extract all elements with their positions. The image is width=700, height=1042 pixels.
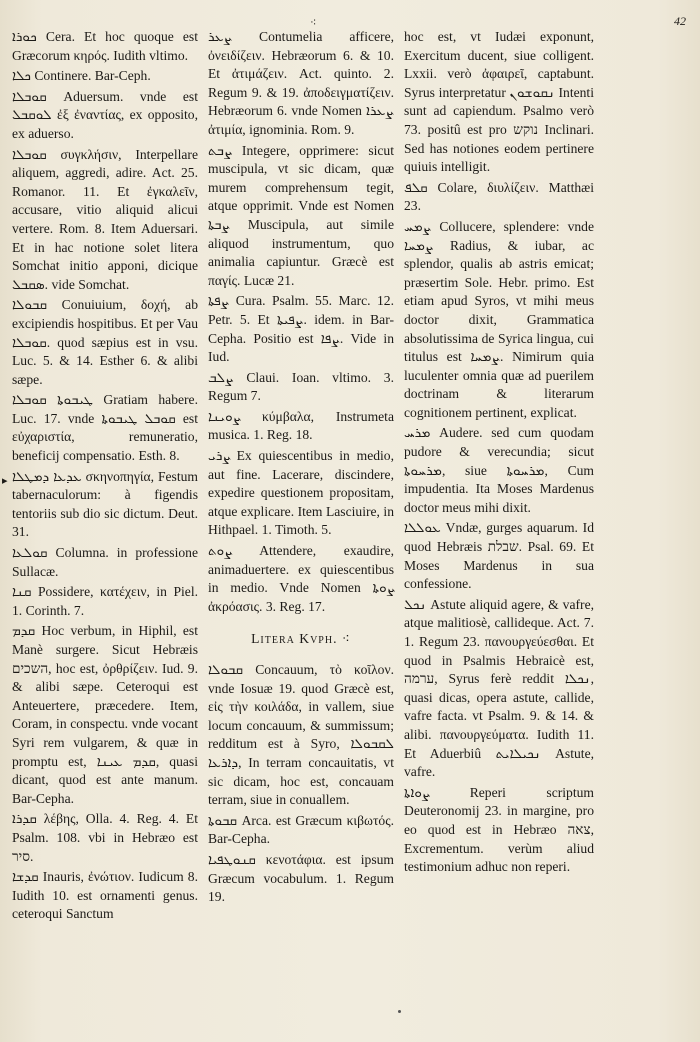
column-middle [208, 28, 394, 907]
entry: ܥܘܠܠܐ Vndæ, gurges aquarum. Id quod Hebræis שבלת. Psal. 69. Et Moses Mardenus in sua confessione. [404, 520, 594, 592]
entry: ܨܪܝ Ex quiescentibus in medio, aut fine. Lacerare, discindere, expedire questionem propositam, atque explicare. Item Lasciuire, in Hithpael. 1. Timoth. 5. [208, 448, 394, 538]
entry: ܨܘܝܢܐ κύμβαλα, Instrumeta musica. 1. Reg. 18. [208, 408, 394, 443]
page-number: 42 [674, 14, 686, 28]
section-heading: Litera Kvph. ⁖ [251, 631, 351, 647]
entry: ܩܘܒܠܐ συγκλήσιν, Interpellare aliquem, aggredi, adire. Act. 25. Romanor. 11. Et ἐγκαλεῖν, accusare, vitio aliquid alicui vertere. Rom. 8. Item Aduersari. Et in hac notione solet litera Somchat initio apponi, dicique ܣܩܒܠ. vide Somchat. [12, 146, 198, 292]
entry: ܩܠܦ Colare, διυλίζειν. Matthæi 23. [404, 179, 594, 214]
entry: ܡܪܚ Audere. sed cum quodam pudore & verecundia; sicut ܡܪܚܘܬܐ, siue ܡܪܚܘܬܐ, Cum impudentia. Ita Moses Mardenus doctor meus mihi dixit. [404, 425, 595, 515]
entry: ܩܒܘܠܐ Conuiuium, δοχή, ab excipiendis hospitibus. Et per Vau ܩܘܒܠܐ. quod sæpius est in vsu. Luc. 5. & 14. Esther 6. & alibi sæpe. [12, 297, 198, 387]
entry: ܩܢܐ Possidere, κατέχειν, in Piel. 1. Corinth. 7. [12, 584, 198, 618]
entry: ܩܒܘܠܐ Concauum, τὸ κοῖλον. vnde Iosuæ 19. quod Græcè est, εἰς τὴν κοιλάδα, in vallem, siue locum concauum, & summissum; redditum est à Syro, ܠܩܒܘܠܐ ܕܐܪܥܐ, In terram concauitatis, vt sic dicam, hoc est, concauam terram, siue in conuallem. [208, 662, 394, 808]
entry: ܩܕܫܐ Inauris, ἐνώτιον. Iudicum 8. Iudith 10. est ornamenti genus. ceteroqui Sanctum [12, 869, 198, 922]
entry: ܨܥܪ Contumelia afficere, ὀνειδίζειν. Hebræorum 6. & 10. Et ἀτιμάζειν. Act. quinto. 2. Regum 9. & 19. ἀποδειγματίζειν. Hebræorum 6. vnde Nomen ܨܥܪܐ ἀτιμία, ignominia. Rom. 9. [208, 29, 394, 137]
column-right [404, 28, 594, 879]
entry: ܛܝܒܘܬܐ ܩܘܒܠܐ Gratiam habere. Luc. 17. vnde ܩܘܒܠ ܛܝܒܘܬܐ est εὐχαριστία, remuneratio, beneficij compensatio. Esth. 8. [12, 392, 198, 464]
entry: ܩܢܘܛܦܝܐ κενοτάφια. est ipsum Græcum vocabulum. 1. Regum 19. [208, 851, 394, 905]
entry: ܩܕܡ Hoc verbum, in Hiphil, est Manè surgere. Sicut Hebræis השכים, hoc est, ὀρθρίζειν. Iud. 9. & alibi sæpe. Ceteroqui est Anteuertere, præcedere. Item, Coram, in conspectu. vnde vocant Syri rem vulgarem, & quæ in promptu est, ܩܕܡ ܥܝܢܐ, quasi dicant, quod est ante manum. Bar-Cepha. [12, 623, 198, 806]
margin-pointer: ▸ [2, 475, 8, 487]
running-head-ornament: ⁖ [310, 17, 317, 29]
entry: ܩܒܘܬܐ Arca. est Græcum κιβωτός. Bar-Cepha. [208, 812, 394, 847]
entry: ܢܟܠ Astute aliquid agere, & vafre, atque malitiosè, callideque. Act. 7. 1. Regum 23. πανουργεύεσθαι. Et quod in Psalmis Hebraicè est, ערמה, Syrus ferè reddit ܢܟܠܐ, quasi dicas, opera astute, callide, vafre facta. vt Psalm. 9. & 14. & alibi. πανουργεύματα. Iudith 11. Et Aduerbiû ܢܟܝܠܐܝܬ Astute, vafre. [404, 596, 595, 780]
entry: ܩܕܪܐ λέβης, Olla. 4. Reg. 4. Et Psalm. 108. vbi in Hebræo est סיר. [12, 811, 198, 864]
column-left [12, 28, 198, 926]
entry: ܨܡܚ Collucere, splendere: vnde ܨܡܚܐ Radius, & iubar, ac splendor, qualis ab astris emicat; præsertim Sole. Hebr. primo. Est etiam apud Syros, vt mihi meus doctor dixit, Grammatica absolutissima de Syrica lingua, cui titulus est ܨܡܚܐ. Nimirum quia luculenter omnia quæ ad puerilem doctrinam & literarum cognitionem pertinent, explicat. [404, 218, 594, 420]
entry: ܩܘܠܥܐ Columna. in professione Sullacæ. [12, 545, 198, 579]
entry: ܨܘܐܬܐ Reperi scriptum Deuteronomij 23. in margine, pro eo quod est in Hebræo צאה, Excrementum. verùm aliud testimonium adhuc non reperi. [404, 784, 594, 875]
entry: ܨܘܬ Attendere, exaudire, animaduertere. ex quiescentibus in medio. Vnde Nomen ܨܘܬܐ ἀκρόασις. 3. Reg. 17. [208, 543, 394, 614]
entry: ܩܘܒܠܐ Aduersum. vnde est ܠܘܩܒܠ ἐξ ἐναντίας, ex opposito, ex aduerso. [12, 88, 198, 141]
entry: ܨܦܬܐ Cura. Psalm. 55. Marc. 12. Petr. 5. Et ܨܦܝܬܐ. idem. in Bar-Cepha. Positio est ܨܦܐ. Vide in Iud. [208, 293, 394, 365]
entry: ܟܠܐ Continere. Bar-Ceph. [12, 68, 151, 84]
entry: ܥܕܥܐ ܕܡܛܠܐ σκηνοπηγία, Festum tabernaculorum: à figendis tentoriis sub dio sic dictum. Deut. 31. [12, 468, 198, 540]
ink-spot [398, 1010, 401, 1013]
entry: ܟܘܪܐ Cera. Et hoc quoque est Græcorum κηρός. Iudith vltimo. [12, 29, 198, 63]
entry: ܨܒܬ Integere, opprimere: sicut muscipula, vt sic dicam, quæ murem comprehensum tegit, atque opprimit. Vnde est Nomen ܨܒܬܐ Muscipula, aut simile aliquod instrumentum, quo animalia capiuntur. Græcè est παγίς. Lucæ 21. [208, 142, 394, 288]
entry: hoc est, vt Iudæi exponunt, Exercitum ducent, siue colligent. Lxxii. verò ἀφαιρεῖ, captabunt. Syrus interpretatur ܢܩܘܫܘܢ Intenti sunt ad capiendum. Psalmo verò 73. positû est pro נוקש Inclinari. Sed has notiones eodem pertinere quiuis intelligit. [404, 29, 594, 175]
entry: ܨܠܒ Claui. Ioan. vltimo. 3. Regum 7. [208, 369, 394, 404]
